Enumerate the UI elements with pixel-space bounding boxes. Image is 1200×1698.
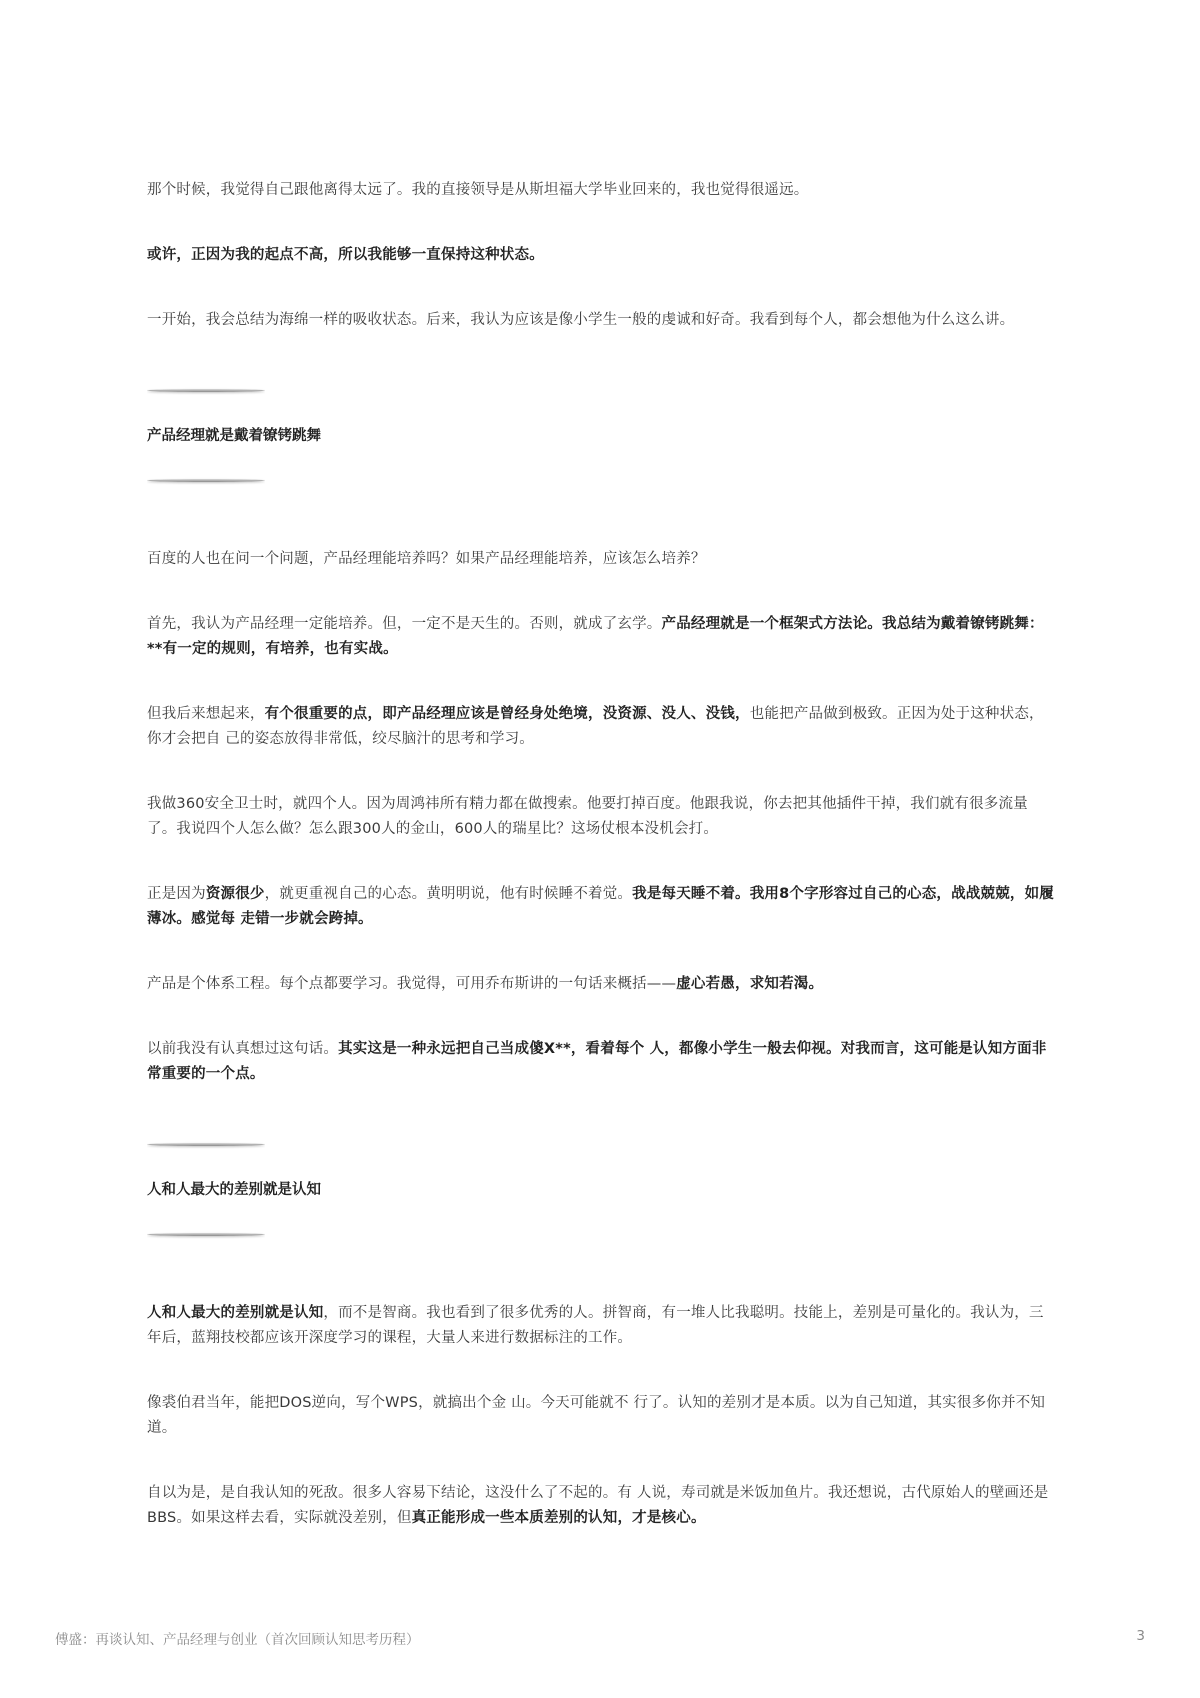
bold-text: 有个很重要的点，即产品经理应该是曾经身处绝境，没资源、没人、没钱， [264, 706, 750, 722]
paragraph [147, 792, 1057, 842]
text-run: 以前我没有认真想过这句话。 [147, 1041, 339, 1057]
bold-text: 产品经理就是一个框架式方法论。我总结为戴着镣铐跳舞：**有一定的规则，有培养，也有实战。 [147, 616, 1044, 657]
paragraph [147, 1301, 1057, 1351]
text-run: 我做360安全卫士时，就四个人。因为周鸿祎所有精力都在做搜索。他要打掉百度。他跟我说，你去把其他插件干掉，我们就有很多流量了。我说四个人怎么做？怎么跟300人的金山，600人的瑞星比？这场仗根本没机会打。 [147, 796, 1028, 837]
paragraph [147, 972, 1057, 997]
bold-text: 虚心若愚，求知若渴。 [676, 976, 824, 992]
paragraph [147, 702, 1057, 752]
bold-text: 我是每天睡不着。我用8个字形容过自己的心态，战战兢兢，如履薄冰。感觉每 走错一步就会跨掉。 [147, 886, 1055, 927]
footer-page-number: 3 [1136, 1628, 1145, 1644]
text-run: 但我后来想起来， [147, 706, 265, 722]
section-1-paragraphs [147, 547, 1057, 1087]
text-run: 百度的人也在问一个问题，产品经理能培养吗？如果产品经理能培养，应该怎么培养？ [147, 551, 706, 567]
paragraph [147, 1391, 1057, 1441]
decorative-divider-top [147, 1141, 265, 1149]
text-run: 自以为是，是自我认知的死敌。很多人容易下结论，这没什么了不起的。有 人说，寿司就是米饭加鱼片。我还想说，古代原始人的壁画还是BBS。如果这样去看，实际就没差别，但 [147, 1485, 1049, 1526]
paragraph [147, 882, 1057, 932]
bold-text: 其实这是一种永远把自己当成傻X**，看着每个 人，都像小学生一般去仰视。对我而言，这可能是认知方面非常重要的一个点。 [147, 1041, 1047, 1082]
bold-text: 人和人最大的差别就是认知 [147, 1305, 324, 1321]
text-run: 一开始，我会总结为海绵一样的吸收状态。后来，我认为应该是像小学生一般的虔诚和好奇。我看到每个人，都会想他为什么这么讲。 [147, 312, 1015, 328]
section-2-paragraphs [147, 1301, 1057, 1531]
text-run: 也能把产品做到极致。正因为处于这种状态，你才会把自 己的姿态放得非常低，绞尽脑汁的思考和学习。 [147, 706, 1044, 747]
section-title-1: 产品经理就是戴着镣铐跳舞 [147, 428, 321, 444]
text-run: 正是因为 [147, 886, 206, 902]
page-footer [55, 1628, 1145, 1648]
bold-text: 或许，正因为我的起点不高，所以我能够一直保持这种状态。 [147, 247, 544, 263]
decorative-divider-bottom [147, 1231, 265, 1239]
text-run: ，就更重视自己的心态。黄明明说，他有时候睡不着觉。 [264, 886, 633, 902]
decorative-divider-top [147, 387, 265, 395]
paragraph [147, 547, 1057, 572]
text-run: 产品是个体系工程。每个点都要学习。我觉得，可用乔布斯讲的一句话来概括—— [147, 976, 677, 992]
text-run: 那个时候，我觉得自己跟他离得太远了。我的直接领导是从斯坦福大学毕业回来的，我也觉得很遥远。 [147, 182, 809, 198]
paragraph [147, 612, 1057, 662]
paragraph [147, 308, 1057, 333]
section-heading-2 [147, 1141, 1057, 1239]
paragraph [147, 1037, 1057, 1087]
section-heading-1 [147, 387, 1057, 485]
section-title-2: 人和人最大的差别就是认知 [147, 1182, 321, 1198]
bold-text: 真正能形成一些本质差别的认知，才是核心。 [411, 1510, 706, 1526]
paragraph [147, 1481, 1057, 1531]
decorative-divider-bottom [147, 477, 265, 485]
paragraph [147, 243, 1057, 268]
paragraph [147, 178, 1057, 203]
bold-text: 资源很少 [205, 886, 265, 902]
footer-document-title: 傅盛：再谈认知、产品经理与创业（首次回顾认知思考历程） [55, 1632, 420, 1648]
text-run: 像裘伯君当年，能把DOS逆向，写个WPS，就搞出个金 山。今天可能就不 行了。认知的差别才是本质。以为自己知道，其实很多你并不知道。 [147, 1395, 1046, 1436]
intro-paragraphs [147, 178, 1057, 333]
article-body [147, 178, 1057, 1571]
text-run: 首先，我认为产品经理一定能培养。但，一定不是天生的。否则，就成了玄学。 [147, 616, 662, 632]
text-run: ，而不是智商。我也看到了很多优秀的人。拼智商，有一堆人比我聪明。技能上，差别是可量化的。我认为，三年后，蓝翔技校都应该开深度学习的课程，大量人来进行数据标注的工作。 [147, 1305, 1044, 1346]
